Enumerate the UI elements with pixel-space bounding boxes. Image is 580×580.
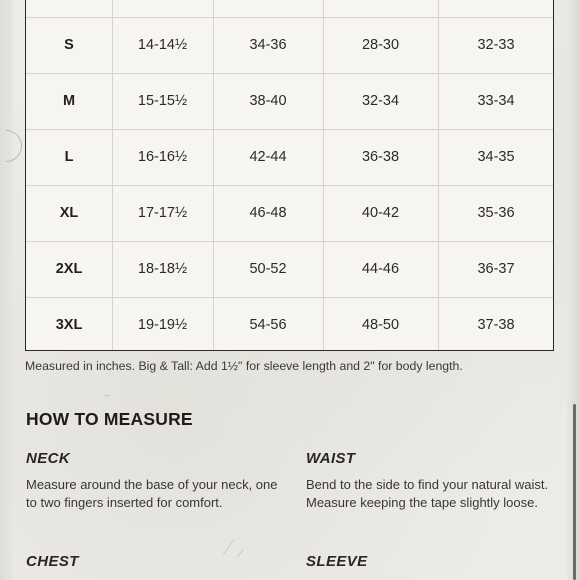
table-cell-chest: 46-48 bbox=[249, 205, 287, 221]
table-cell-size: XL bbox=[59, 205, 79, 221]
table-row bbox=[26, 241, 553, 297]
table-cell-waist: 48-50 bbox=[361, 317, 400, 333]
table-cell-chest: 34-36 bbox=[249, 37, 287, 53]
table-cell-sleeve: 35-36 bbox=[477, 205, 515, 221]
table-cell-sleeve: 34-35 bbox=[477, 149, 515, 165]
table-cell-waist: 36-38 bbox=[361, 149, 400, 165]
decorative-stroke bbox=[223, 539, 234, 554]
neck-instructions: Measure around the base of your neck, one to two fingers inserted for comfort. bbox=[26, 477, 278, 510]
table-cell-waist: 28-30 bbox=[361, 37, 400, 53]
table-cell-neck: 17-17½ bbox=[137, 205, 188, 221]
waist-title: WAIST bbox=[306, 450, 356, 467]
table-cell-sleeve: 37-38 bbox=[477, 317, 515, 333]
left-edge-shadow bbox=[0, 0, 13, 580]
table-cell-size: 2XL bbox=[55, 261, 83, 277]
table-row bbox=[26, 17, 553, 73]
table-cell-chest: 54-56 bbox=[249, 317, 287, 333]
decorative-stroke bbox=[237, 549, 244, 558]
table-cell-size: M bbox=[62, 93, 76, 109]
table-cell-neck: 16-16½ bbox=[137, 149, 188, 165]
how-to-measure-heading: HOW TO MEASURE bbox=[26, 409, 193, 429]
size-chart-table bbox=[25, 0, 554, 351]
table-row bbox=[26, 297, 553, 353]
waist-instructions: Bend to the side to find your natural waist. Measure keeping the tape slightly loose. bbox=[306, 477, 549, 510]
chest-title: CHEST bbox=[26, 553, 79, 570]
table-cell-neck: 18-18½ bbox=[137, 261, 188, 277]
table-cell-chest: 42-44 bbox=[249, 149, 287, 165]
measurement-note: Measured in inches. Big & Tall: Add 1½" for sleeve length and 2" for body length. bbox=[25, 359, 463, 373]
scrollbar-thumb[interactable] bbox=[573, 404, 576, 580]
table-cell-chest: 38-40 bbox=[249, 93, 287, 109]
table-cell-size: L bbox=[64, 149, 74, 165]
table-cell-size: 3XL bbox=[55, 317, 83, 333]
table-cell-sleeve: 33-34 bbox=[477, 93, 515, 109]
decorative-stroke bbox=[104, 395, 110, 396]
sleeve-title: SLEEVE bbox=[306, 553, 368, 570]
table-cell-waist: 44-46 bbox=[361, 261, 400, 277]
neck-title: NECK bbox=[26, 450, 71, 467]
table-cell-neck: 19-19½ bbox=[137, 317, 188, 333]
table-row bbox=[26, 73, 553, 129]
table-cell-waist: 32-34 bbox=[361, 93, 400, 109]
table-cell-neck: 15-15½ bbox=[137, 93, 188, 109]
table-cell-sleeve: 36-37 bbox=[477, 261, 515, 277]
table-cell-neck: 14-14½ bbox=[137, 37, 188, 53]
table-row bbox=[26, 185, 553, 241]
table-cell-chest: 50-52 bbox=[249, 261, 287, 277]
table-row bbox=[26, 129, 553, 185]
table-cell-size: S bbox=[64, 37, 74, 53]
table-cell-sleeve: 32-33 bbox=[477, 37, 515, 53]
table-cell-waist: 40-42 bbox=[361, 205, 400, 221]
